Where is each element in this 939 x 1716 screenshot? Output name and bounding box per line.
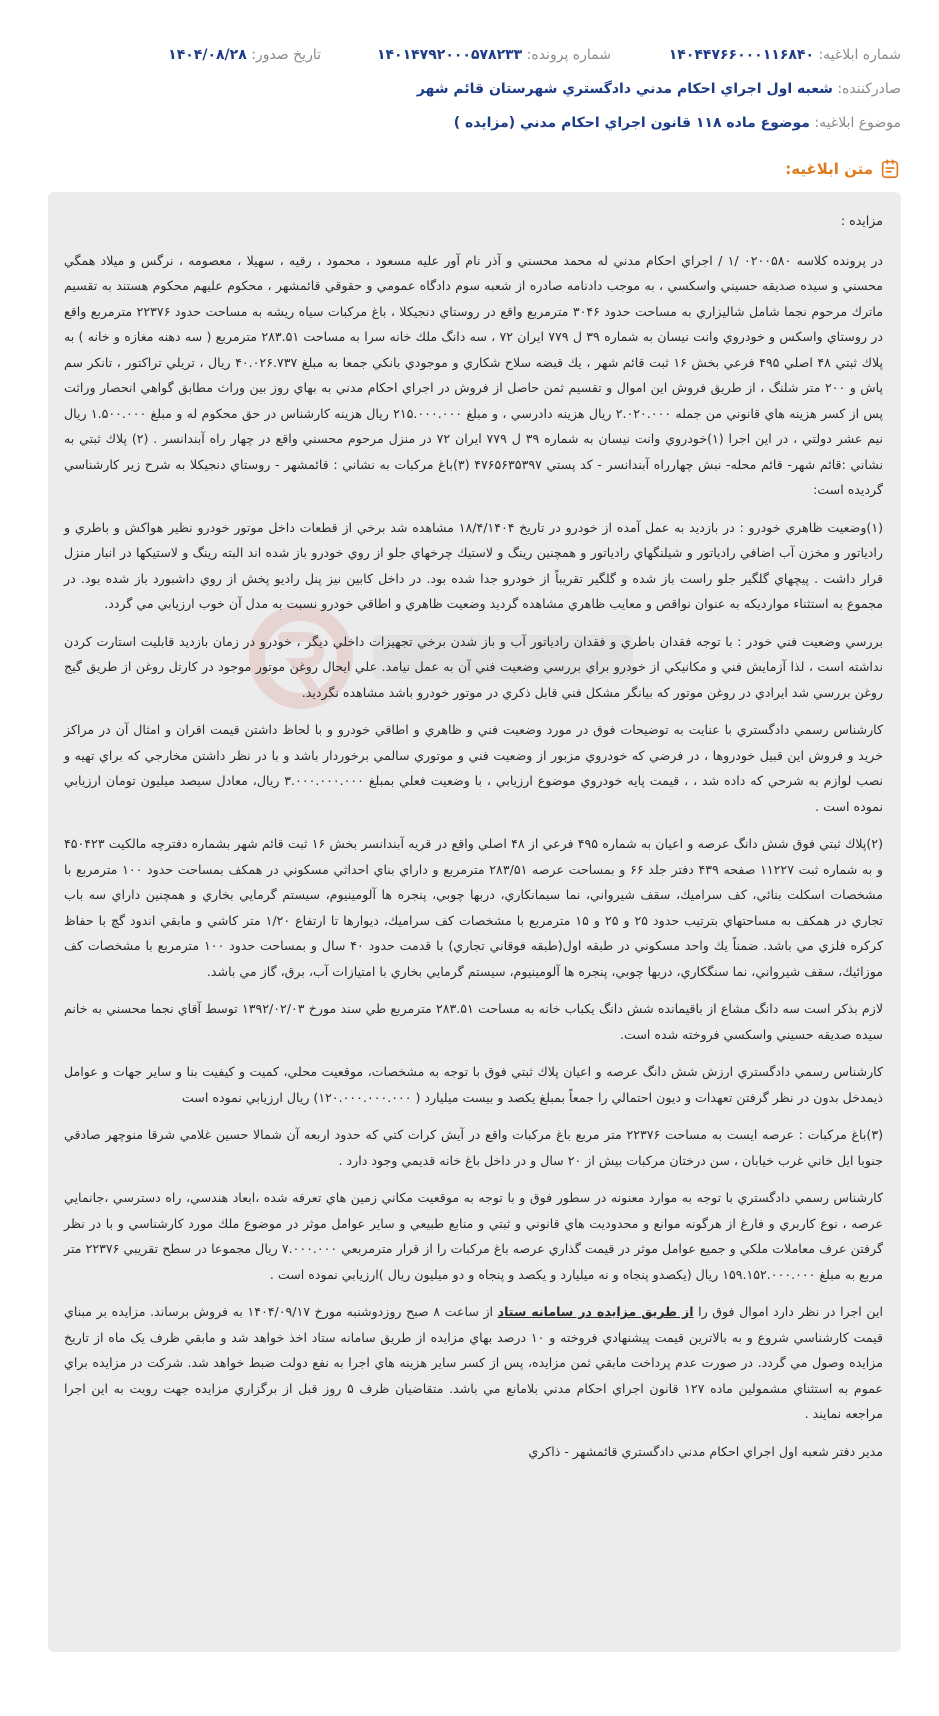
paragraph-case-summary: در پرونده كلاسه ۰۲۰۰۵۸۰ /۱ / اجراي احكام مدني له محمد محسني و آذر نام آور عليه مسعود ، محمود ، رقيه ، سهيلا ، معصومه ، نرگس و ميلاد همگي محسني و سيده صديقه حسيني واسكسي ، به موجب دادنامه صادره از شعبه سوم دادگاه عمومي و حقوقي قائمشهر ، محكوم عليهم محكوم هستند به تقسيم ماترك مرحوم نجما شامل شاليزاري به مساحت حدود ۳۰۴۶ مترمربع واقع در روستاي دنجيكلا ، باغ مركبات سياه ريشه به مساحت حدود ۲۲۳۷۶ مترمربع واقع در روستاي واسكس و خودروي وانت نيسان به شماره ۳۹ ل ۷۷۹ ايران ۷۲ ، سه دانگ ملك خانه سرا به مساحت ۲۸۳.۵۱ مترمربع ( سه دهنه مغازه و خانه ) به پلاك ثبتي ۴۸ اصلي ۴۹۵ فرعي بخش ۱۶ ثبت قائم شهر ، يك قبضه سلاح شكاري و موجودي بانكي جمعا به مبلغ ۴۰.۰۲۶.۷۳۷ ريال ، تريلي تراكتور ، تانكر سم پاش و ۲۰۰ متر شلنگ ، از طريق فروش اين اموال و تقسيم ثمن حاصل از فروش در اجراي احكام مدني به بهاي روز بين وراث مطابق گواهي انحصار وراثت پس از كسر هزينه هاي قانوني من جمله ۲.۰۲۰.۰۰۰ ريال هزينه دادرسي ، و مبلغ ۲۱۵.۰۰۰.۰۰۰ ريال هزينه كارشناس در حق محكوم له و مبلغ ۱.۵۰۰.۰۰۰ ريال نيم عشر دولتي ، در اين اجرا (۱)خودروي وانت نيسان به شماره ۳۹ ل ۷۷۹ ايران ۷۲ در منزل مرحوم محسني واقع در چهار راه آبندانسر . (۲) پلاك ثبتي به نشاني :قائم شهر- قائم محله- نبش چهارراه آبندانسر - كد پستي ۴۷۶۵۶۳۵۳۹۷ (۳)باغ مركبات به نشاني : قائمشهر - روستاي دنجيكلا به شرح زير كارشناسي گرديده است: — [64, 252, 884, 497]
paragraph-orchard-valuation: كارشناس رسمي دادگستري با توجه به موارد معنونه در سطور فوق و با توجه به موقعيت مكاني زمين هاي تعرفه شده ،ابعاد هندسي، راه دسترسي ،جانمايي عرصه ، نوع كاربري و فارغ از هرگونه موانع و محدوديت هاي قانوني و ثبتي و منابع طبيعي و ساير عوامل موثر در موضوع ملك مورد كارشناسي و با در نظر گرفتن عرف معاملات ملكي و جميع عوامل موثر در قيمت گذاري عرصه باغ مركبات را از قرار مترمربعي ۷.۰۰۰.۰۰۰ ريال مجموعا در سطح تقريبي ۲۲۳۷۶ متر مربع به مبلغ ۱۵۹.۱۵۲.۰۰۰.۰۰۰ ريال (يكصدو پنجاه و نه ميليارد و يكصد و پنجاه و دو ميليون ريال )ارزيابي نموده است . — [64, 1190, 884, 1282]
case-number — [377, 45, 611, 65]
auction-heading: مزايده : — [840, 213, 883, 228]
paragraph-auction-terms — [64, 1299, 883, 1427]
issue-date-label: تاريخ صدور: — [251, 47, 321, 63]
issue-date-value: ۱۴۰۴/۰۸/۲۸ — [168, 47, 247, 63]
issuer-row — [38, 79, 901, 99]
notice-number — [669, 45, 901, 65]
notice-number-label: شماره ابلاغيه: — [818, 47, 901, 63]
notice-number-value: ۱۴۰۴۴۷۶۶۰۰۰۱۱۶۸۴۰ — [668, 47, 814, 63]
case-number-value: ۱۴۰۱۴۷۹۲۰۰۰۵۷۸۲۳۳ — [376, 47, 523, 63]
subject-row — [38, 113, 901, 133]
paragraph-vehicle-appearance: (۱)وضعيت ظاهري خودرو : در بازديد به عمل آمده از خودرو در تاريخ ۱۸/۴/۱۴۰۴ مشاهده شد برخي از قطعات داخل موتور خودرو نظير هواكش و باطري و رادياتور و مخزن آب اضافي رادياتور و شيلنگهاي رادياتور و همچنين رينگ و لاستيك چرخهاي جلو از روي خودرو باز شده اند البته رينگ و لاستيكها در انبار منزل قرار داشت . پيچهاي گلگير جلو راست باز شده و گلگير تقريباً از خودرو جدا شده بود. در داخل كابين نيز پنل راديو پخش از روي داشبورد باز شده بود. در مجموع به استثناء مواردیكه به عنوان نواقص و معايب ظاهري مشاهده گرديد وضعيت ظاهري و اطاقي خودرو نسبت به مدل آن خوب ارزيابي مي گردد. — [64, 519, 883, 611]
issuer-label: صادركننده: — [837, 81, 901, 97]
paragraph-vehicle-technical: بررسي وضعيت فني خودر : با توجه فقدان باطري و فقدان رادياتور آب و باز شدن برخي تجهيزات داخلي ديگر ، خودرو در زمان بازديد قابليت استارت كردن نداشته است ، لذا آزمايش فني و مكانيكي از خودرو براي بررسي وضعيت فني آن به عمل نيامد. علي ايحال روغن موتور موجود در كارتل روغن از طريق گيج روغن بررسي شد ايرادي در روغن موتور كه بيانگر مشكل فني قابل ذكري در موتور خودرو باشد مشاهده نگرديد. — [64, 633, 883, 700]
paragraph-vehicle-valuation: كارشناس رسمي دادگستري با عنايت به توضيحات فوق در مورد وضعيت فني و ظاهري و اطاقي خودرو و با لحاظ داشتن قيمت اقران و امثال آن در مراكز خريد و فروش اين قبيل خودروها ، در فرضي كه خودروي مزبور از وضعيت فني و موتوري سالمي برخوردار باشد و با در نظر داشتن مخارجي كه براي تهيه و نصب لوازم به شرحي كه داده شد ، ، قيمت پايه خودروي موضوع ارزيابي ، با وضعيت فعلي بمبلغ ۳.۰۰۰.۰۰۰.۰۰۰ ريال، معادل سيصد ميليون تومان ارزيابي نموده است . — [64, 722, 884, 814]
case-number-label: شماره پرونده: — [526, 47, 611, 63]
notice-text-heading — [785, 158, 901, 180]
paragraph-property-valuation: كارشناس رسمي دادگستري ارزش شش دانگ عرصه و اعيان پلاك ثبتي فوق با توجه به مشخصات، موقعيت محلي، كميت و كيفيت بنا و ساير جهات و عوامل ذيمدخل بدون در نظر گرفتن تعهدات و ديون احتمالي را جمعاً بمبلغ يكصد و بيست ميليارد ( ۱۲۰.۰۰۰.۰۰۰.۰۰۰) ريال ارزيابي نموده است — [64, 1064, 883, 1105]
signature-line: مدير دفتر شعبه اول اجراي احكام مدني دادگستري قائمشهر - ذاكري — [528, 1443, 883, 1459]
paragraph-property-note: لازم بذكر است سه دانگ مشاع از باقيمانده شش دانگ يكباب خانه به مساحت ۲۸۳.۵۱ مترمربع طي سند مورخ ۱۳۹۲/۰۲/۰۳ توسط آقاي نجما محسني به خانم سيده صديقه حسيني واسكسي فروخته شده است. — [64, 1001, 883, 1042]
paragraph-orchard-description: (۳)باغ مركبات : عرصه ايست به مساحت ۲۲۳۷۶ متر مربع باغ مركبات واقع در آيش كرات كتي كه حدود اربعه آن شمالا حسين غلامي شرقا منوچهر صادقي جنوبا ايل خاني غرب خيابان ، سن درختان مركبات بيش از ۲۰ سال و در داخل باغ خانه قديمي وجود دارد . — [64, 1127, 884, 1168]
auction-terms-rest: از ساعت ۸ صبح روزدوشنبه مورخ ۱۴۰۴/۰۹/۱۷ به فروش برساند. مزايده بر مبناي قيمت كارشناسي شروع و به بالاترين قيمت پيشنهادي فروخته و ۱۰ درصد بهاي مزايده از طريق سامانه ستاد اخذ خواهد شد و مابقي ظرف يک ماه از تاريخ مزايده وصول مي گردد. در صورت عدم پرداخت مابقي ثمن مزايده، پس از كسر ساير هزينه هاي اجرا به نفع دولت ضبط خواهد شد. شركت در مزايده براي عموم به استثناي مشمولين ماده ۱۲۷ قانون اجراي احكام مدني بلامانع مي باشد. متقاضيان ظرف ۵ روز قبل از برگزاري مزايده جهت رويت به اين اجرا مراجعه نمايند . — [64, 1304, 883, 1421]
issue-date — [168, 45, 321, 65]
notice-text-body — [48, 192, 901, 1652]
notice-text-icon — [879, 158, 901, 180]
subject-value: موضوع ماده ۱۱۸ قانون اجراي احكام مدني (مزايده ) — [453, 115, 810, 131]
auction-platform-text: از طريق مزايده در سامانه ستاد — [497, 1304, 694, 1319]
paragraph-property-description: (۲)پلاك ثبتي فوق شش دانگ عرصه و اعيان به شماره ۴۹۵ فرعي از ۴۸ اصلي واقع در قريه آبندانسر بخش ۱۶ ثبت قائم شهر بشماره دفترچه مالكيت ۴۵۰۴۲۳ و به شماره ثبت ۱۱۲۲۷ صفحه ۴۳۹ دفتر جلد ۶۶ و بمساحت عرصه ۲۸۳/۵۱ مترمربع و داراي بناي احداثي مسكوني در همكف بمساحت حدود ۱۰۰ مترمربع با مشخصات اسكلت بنائي، كف سراميك، سقف شيرواني، نما سيمانكاري، دربها چوبي، پنجره ها آلومينيوم، سيستم گرمايي بخاري و همچنين داراي سه باب تجاري در همكف به مساحتهاي بترتيب حدود ۲۵ و ۲۵ و ۱۵ مترمربع با مشخصات كف سراميك، ديوارها تا ارتفاع ۱/۲۰ متر كاشي و مابقي اندود گچ با حفاظ كركره فلزي مي باشد. ضمناً يك واحد مسكوني در طبقه اول(طبقه فوقاني تجاري) با قدمت حدود ۴۰ سال و بمساحت حدود ۱۰۰ مترمربع با مشخصات كف موزائيك، سقف شيرواني، نما سنگكاري، دربها چوبي، پنجره ها آلومينيوم، سيستم گرمايي بخاري با امتيازات آب، برق، گاز مي باشد. — [64, 836, 884, 979]
subject-label: موضوع ابلاغيه: — [814, 115, 901, 131]
auction-terms-start: اين اجرا در نظر دارد اموال فوق را — [693, 1304, 883, 1319]
issuer-value: شعبه اول اجراي احكام مدني دادگستري شهرستان قائم شهر — [416, 81, 833, 97]
notice-meta-row — [38, 45, 901, 67]
notice-text-title: متن ابلاغيه: — [785, 160, 873, 178]
